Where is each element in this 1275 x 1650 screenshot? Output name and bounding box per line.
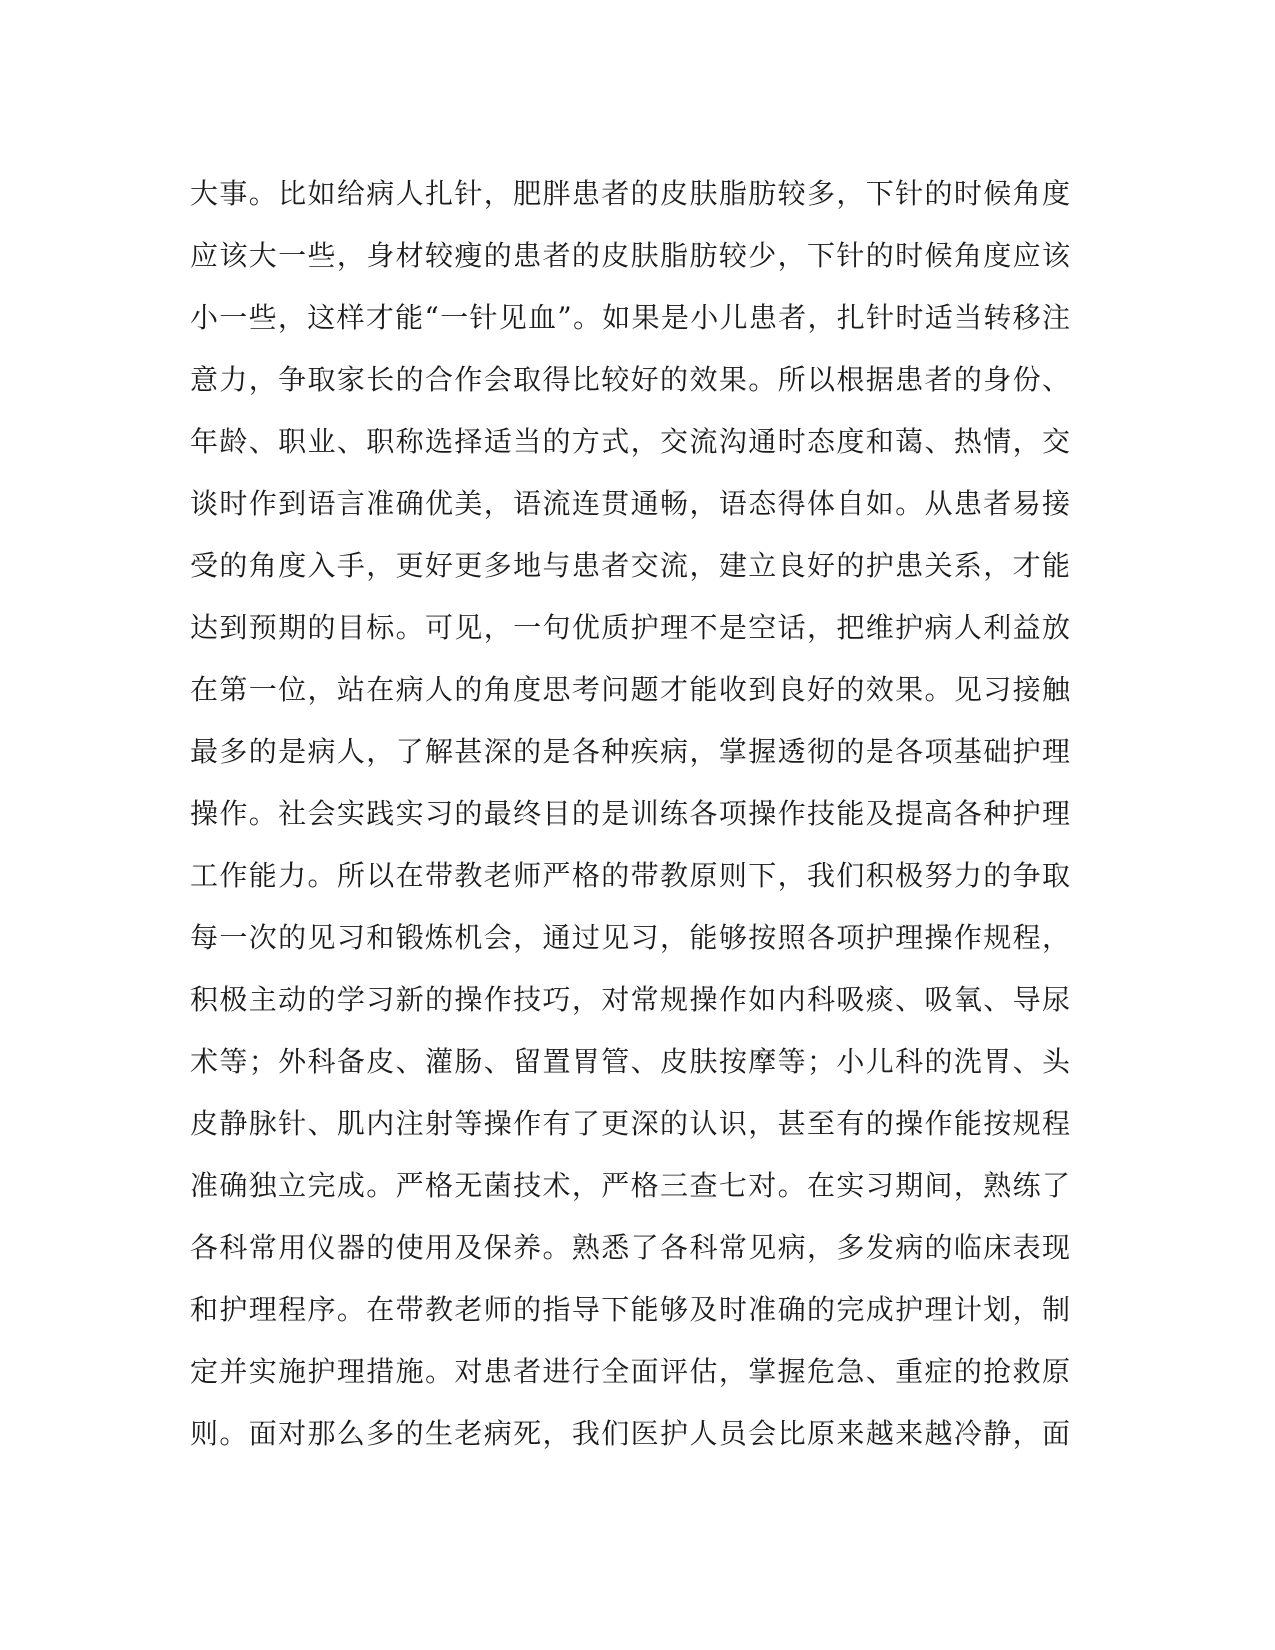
- text-line: 最多的是病人，了解甚深的是各种疾病，掌握透彻的是各项基础护理: [190, 735, 1070, 768]
- text-line: 和护理程序。在带教老师的指导下能够及时准确的完成护理计划，制: [190, 1293, 1070, 1326]
- text-line: 达到预期的目标。可见，一句优质护理不是空话，把维护病人利益放: [190, 611, 1070, 644]
- body-paragraph: [190, 163, 1070, 1465]
- text-line: 皮静脉针、肌内注射等操作有了更深的认识，甚至有的操作能按规程: [190, 1107, 1070, 1140]
- text-line: 每一次的见习和锻炼机会，通过见习，能够按照各项护理操作规程，: [190, 921, 1070, 954]
- text-line: 应该大一些，身材较瘦的患者的皮肤脂肪较少，下针的时候角度应该: [190, 239, 1070, 272]
- text-line: 小一些，这样才能“一针见血”。如果是小儿患者，扎针时适当转移注: [190, 301, 1070, 334]
- text-line: 则。面对那么多的生老病死，我们医护人员会比原来越来越冷静，面: [190, 1417, 1070, 1450]
- text-line: 谈时作到语言准确优美，语流连贯通畅，语态得体自如。从患者易接: [190, 487, 1070, 520]
- text-line: 受的角度入手，更好更多地与患者交流，建立良好的护患关系，才能: [190, 549, 1070, 582]
- text-line: 操作。社会实践实习的最终目的是训练各项操作技能及提高各种护理: [190, 797, 1070, 830]
- text-line: 定并实施护理措施。对患者进行全面评估，掌握危急、重症的抢救原: [190, 1355, 1070, 1388]
- text-line: 术等；外科备皮、灌肠、留置胃管、皮肤按摩等；小儿科的洗胃、头: [190, 1045, 1070, 1078]
- text-line: 工作能力。所以在带教老师严格的带教原则下，我们积极努力的争取: [190, 859, 1070, 892]
- text-line: 在第一位，站在病人的角度思考问题才能收到良好的效果。见习接触: [190, 673, 1070, 706]
- text-line: 各科常用仪器的使用及保养。熟悉了各科常见病，多发病的临床表现: [190, 1231, 1070, 1264]
- text-line: 意力，争取家长的合作会取得比较好的效果。所以根据患者的身份、: [190, 363, 1070, 396]
- text-line: 准确独立完成。严格无菌技术，严格三查七对。在实习期间，熟练了: [190, 1169, 1070, 1202]
- text-line: 积极主动的学习新的操作技巧，对常规操作如内科吸痰、吸氧、导尿: [190, 983, 1070, 1016]
- text-line: 年龄、职业、职称选择适当的方式，交流沟通时态度和蔼、热情，交: [190, 425, 1070, 458]
- text-line: 大事。比如给病人扎针，肥胖患者的皮肤脂肪较多，下针的时候角度: [190, 177, 1070, 210]
